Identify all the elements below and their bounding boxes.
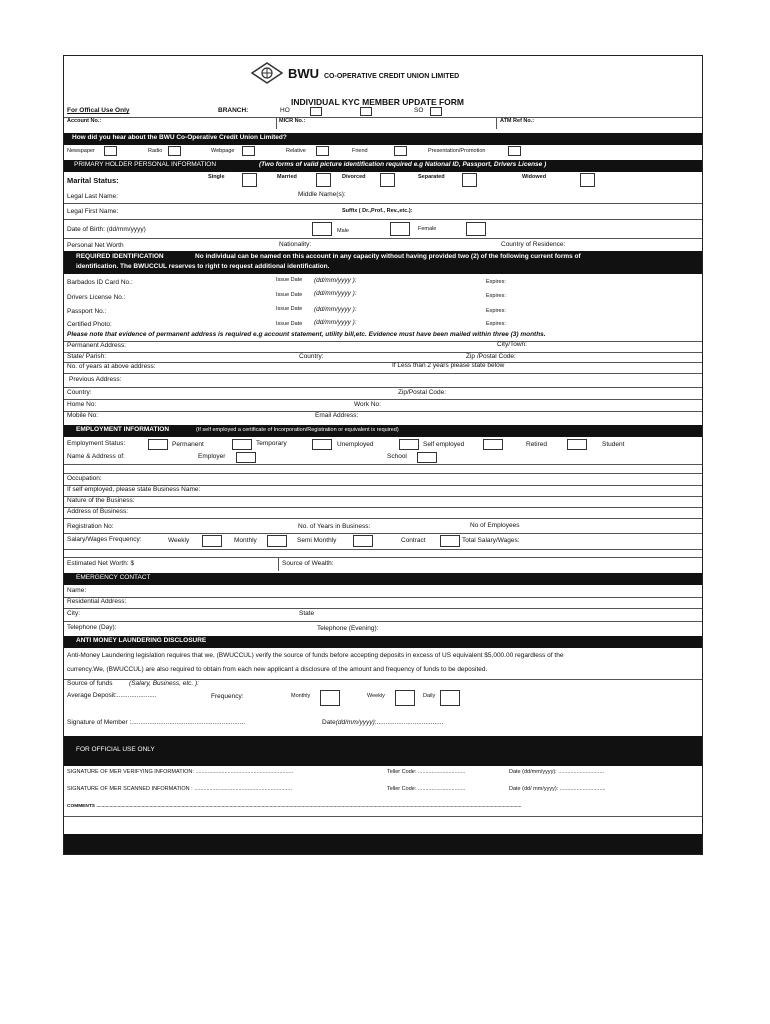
permanent-checkbox[interactable] bbox=[232, 439, 252, 450]
retired-checkbox[interactable] bbox=[567, 439, 587, 450]
source-option-newspaper: Newspaper bbox=[67, 148, 95, 154]
issue-date-3: Issue Date bbox=[276, 306, 303, 312]
email-label: Email Address: bbox=[315, 412, 359, 419]
micr-no-label: MICR No.: bbox=[279, 118, 306, 124]
webpage-checkbox[interactable] bbox=[242, 146, 255, 156]
source-question-bar bbox=[64, 133, 702, 145]
emergency-state-label: State bbox=[299, 610, 315, 617]
aml-text-2: currency.We, (BWUCCUL) are also required to obtain from each new applicant a disclosure of the amount and frequency of funds to be deposited. bbox=[67, 666, 488, 673]
expires-1: Expires: bbox=[486, 279, 506, 285]
telephone-day-label: Telephone (Day): bbox=[67, 624, 117, 631]
required-id-heading: REQUIRED IDENTIFICATION bbox=[76, 253, 164, 260]
marital-divorced: Divorced bbox=[342, 174, 366, 180]
total-salary-label: Total Salary/Wages: bbox=[462, 537, 520, 544]
temporary-checkbox[interactable] bbox=[312, 439, 332, 450]
less-than-2-years: If Less than 2 years please state below bbox=[392, 362, 505, 369]
branch-checkbox-2[interactable] bbox=[360, 107, 372, 116]
dob-label: Date of Birth: (dd/mm/yyyy) bbox=[67, 226, 146, 233]
source-option-radio: Radio bbox=[148, 148, 163, 154]
unemployed-option: Unemployed bbox=[337, 441, 374, 448]
source-option-webpage: Webpage bbox=[211, 148, 235, 154]
expires-2: Expires: bbox=[486, 293, 506, 299]
signature-date-dots: :..................................... bbox=[374, 719, 444, 726]
emergency-bar bbox=[64, 573, 702, 585]
required-id-bar bbox=[64, 251, 702, 274]
emergency-heading: EMERGENCY CONTACT bbox=[76, 574, 151, 581]
school-option: School bbox=[387, 453, 407, 460]
weekly-salary-checkbox[interactable] bbox=[202, 535, 222, 547]
atm-ref-label: ATM Ref No.: bbox=[500, 118, 535, 124]
home-no-label: Home No: bbox=[67, 401, 97, 408]
weekly-deposit-option: Weekly bbox=[367, 693, 385, 699]
emergency-name-label: Name: bbox=[67, 587, 87, 594]
residential-address-label: Residential Address: bbox=[67, 598, 127, 605]
source-funds-note: (Salary, Business, etc. ): bbox=[129, 680, 199, 687]
expires-4: Expires: bbox=[486, 321, 506, 327]
address-note: Please note that evidence of permanent address is required e.g account statement, utility bill,etc. Evidence must have been mailed within three (3) months. bbox=[67, 331, 546, 338]
marital-separated: Separated bbox=[418, 174, 445, 180]
unemployed-checkbox[interactable] bbox=[399, 439, 419, 450]
single-checkbox[interactable] bbox=[242, 173, 257, 187]
registration-no-label: Registration No: bbox=[67, 523, 114, 530]
source-question: How did you hear about the BWU Co-Operative Credit Union Limited? bbox=[72, 134, 287, 141]
average-deposit-label: Average Deposit:...................... bbox=[67, 692, 157, 699]
ho-label: HO bbox=[280, 107, 290, 114]
issue-date-2: Issue Date bbox=[276, 292, 303, 298]
so-checkbox[interactable] bbox=[430, 107, 442, 116]
country-2-label: Country: bbox=[67, 389, 92, 396]
student-option: Student bbox=[602, 441, 625, 448]
employer-checkbox[interactable] bbox=[236, 452, 256, 463]
previous-address-label: Previous Address: bbox=[69, 376, 122, 383]
daily-deposit-option: Daily bbox=[423, 693, 436, 699]
marital-single: Single bbox=[208, 174, 225, 180]
employment-note: (If self employed a certificate of Incorporation/Registration or equivalent is required) bbox=[196, 427, 399, 433]
state-parish-label: State/ Parish: bbox=[67, 353, 107, 360]
estimated-net-worth-label: Estimated Net Worth: $ bbox=[67, 560, 135, 567]
official-use-label: For Offical Use Only bbox=[67, 107, 130, 114]
female-label: Female bbox=[418, 226, 437, 232]
verify-date-label: Date (dd/mm/yyyy): .............................. bbox=[509, 769, 605, 775]
semi-monthly-checkbox[interactable] bbox=[353, 535, 373, 547]
logo-text: BWU bbox=[288, 66, 320, 81]
teller-code-2: Teller Code: ............................... bbox=[387, 786, 466, 792]
expires-3: Expires: bbox=[486, 308, 506, 314]
legal-first-name-label: Legal First Name: bbox=[67, 208, 119, 215]
date-format-2: (dd/mm/yyyy ): bbox=[314, 290, 357, 297]
emergency-city-label: City: bbox=[67, 610, 80, 617]
name-address-of-label: Name & Address of: bbox=[67, 453, 125, 460]
aml-bar bbox=[64, 636, 702, 648]
official-use-heading: FOR OFFICIAL USE ONLY bbox=[76, 746, 155, 753]
middle-names-label: Middle Name(s): bbox=[298, 191, 346, 198]
friend-checkbox[interactable] bbox=[394, 146, 407, 156]
employer-option: Employer bbox=[198, 453, 226, 460]
comments-label: COMMENTS ............................................................................................................................................................................................................................................................................................................................... bbox=[67, 804, 522, 809]
telephone-evening-label: Telephone (Evening): bbox=[317, 625, 379, 632]
city-town-label: City/Town: bbox=[497, 341, 527, 348]
marital-widowed: Widowed bbox=[522, 174, 547, 180]
frequency-label: Frequency: bbox=[211, 693, 244, 700]
date-format-1: (dd/mm/yyyy ): bbox=[314, 277, 357, 284]
salary-frequency-label: Salary/Wages Frequency: bbox=[67, 536, 142, 543]
divorced-checkbox[interactable] bbox=[380, 173, 395, 187]
account-no-label: Account No.: bbox=[67, 118, 102, 124]
permanent-option: Permanent bbox=[172, 441, 204, 448]
country-label: Country: bbox=[299, 353, 324, 360]
required-id-line2: identification. The BWUCCUL reserves to right to request additional identification. bbox=[76, 263, 330, 270]
aml-text-1: Anti-Money Laundering legislation requires that we, (BWUCCUL) verify the source of funds before accepting deposits in excess of US equivalent $5,000.00 regardless of the bbox=[67, 652, 564, 659]
years-business-label: No. of Years in Business: bbox=[298, 523, 371, 530]
source-wealth-label: Source of Wealth: bbox=[282, 560, 334, 567]
primary-holder-bar bbox=[64, 160, 702, 172]
married-checkbox[interactable] bbox=[316, 173, 331, 187]
country-residence-label: Country of Residence: bbox=[501, 241, 566, 248]
business-name-label: If self employed, please state Business Name: bbox=[67, 486, 201, 493]
school-checkbox[interactable] bbox=[417, 452, 437, 463]
separated-checkbox[interactable] bbox=[462, 173, 477, 187]
monthly-deposit-checkbox[interactable] bbox=[320, 690, 340, 706]
contract-checkbox[interactable] bbox=[440, 535, 460, 547]
monthly-deposit-option: Monthly bbox=[291, 693, 311, 699]
female-checkbox[interactable] bbox=[466, 222, 486, 236]
years-at-address-label: No. of years at above address: bbox=[67, 363, 156, 370]
contract-option: Contract bbox=[401, 537, 426, 544]
retired-option: Retired bbox=[526, 441, 547, 448]
id-passport-label: Passport No.: bbox=[67, 308, 107, 315]
date-format-4: (dd/mm/yyyy ): bbox=[314, 319, 357, 326]
teller-code-1: Teller Code: ............................... bbox=[387, 769, 466, 775]
zip-label: Zip /Postal Code: bbox=[466, 353, 516, 360]
occupation-label: Occupation: bbox=[67, 475, 102, 482]
form-title: INDIVIDUAL KYC MEMBER UPDATE FORM bbox=[291, 97, 464, 107]
employment-heading: EMPLOYMENT INFORMATION bbox=[76, 426, 170, 433]
signature-date-format: (dd/mm/yyyy) bbox=[335, 719, 375, 726]
radio-checkbox[interactable] bbox=[168, 146, 181, 156]
employees-label: No of Employees bbox=[470, 522, 520, 529]
monthly-option: Monthly bbox=[234, 537, 257, 544]
source-option-relative: Relative bbox=[286, 148, 306, 154]
branch-label: BRANCH: bbox=[218, 107, 249, 114]
dob-box[interactable] bbox=[312, 222, 332, 236]
signature-date-label bbox=[322, 720, 443, 727]
logo-emblem-icon bbox=[250, 62, 284, 84]
source-funds-label: Source of funds bbox=[67, 680, 113, 687]
mobile-no-label: Mobile No: bbox=[67, 412, 99, 419]
net-worth-label: Personal Net Worth bbox=[67, 242, 124, 249]
nationality-label: Nationality: bbox=[279, 241, 312, 248]
permanent-address-label: Permanent Address: bbox=[67, 342, 126, 349]
monthly-salary-checkbox[interactable] bbox=[267, 535, 287, 547]
marital-status-label: Marital Status: bbox=[67, 176, 119, 185]
sig-scanned-label: SIGNATURE OF MER SCANNED INFORMATION : ................................................................ bbox=[67, 786, 293, 792]
primary-holder-heading: PRIMARY HOLDER PERSONAL INFORMATION bbox=[74, 161, 217, 168]
primary-holder-note: (Two forms of valid picture identification required e.g National ID, Passport, Drivers License ) bbox=[259, 161, 547, 168]
source-option-presentation: Presentation/Promotion bbox=[428, 148, 486, 154]
signature-date-word: Date bbox=[322, 719, 336, 726]
id-barbados-label: Barbados ID Card No.: bbox=[67, 279, 133, 286]
work-no-label: Work No: bbox=[354, 401, 381, 408]
male-label: Male bbox=[337, 228, 349, 234]
date-format-3: (dd/mm/yyyy ): bbox=[314, 306, 357, 313]
aml-heading: ANTI MONEY LAUNDERING DISCLOSURE bbox=[76, 637, 207, 644]
marital-married: Married bbox=[277, 174, 297, 180]
legal-last-name-label: Legal Last Name: bbox=[67, 193, 118, 200]
id-photo-label: Certified Photo: bbox=[67, 321, 112, 328]
nature-business-label: Nature of the Business: bbox=[67, 497, 135, 504]
source-option-friend: Friend bbox=[352, 148, 368, 154]
self-employed-option: Self employed bbox=[423, 441, 465, 448]
org-name: CO-OPERATIVE CREDIT UNION LIMITED bbox=[324, 73, 460, 80]
self-employed-checkbox[interactable] bbox=[483, 439, 503, 450]
presentation-checkbox[interactable] bbox=[508, 146, 521, 156]
employment-status-label: Employment Status: bbox=[67, 440, 126, 447]
footer-bar bbox=[64, 834, 702, 854]
newspaper-checkbox[interactable] bbox=[104, 146, 117, 156]
scan-date-label: Date (dd/ mm/yyyy): .............................. bbox=[509, 786, 606, 792]
issue-date-1: Issue Date bbox=[276, 277, 303, 283]
relative-checkbox[interactable] bbox=[316, 146, 329, 156]
weekly-option: Weekly bbox=[168, 537, 190, 544]
id-drivers-label: Drivers License No.: bbox=[67, 294, 126, 301]
employment-bar bbox=[64, 425, 702, 437]
ho-checkbox[interactable] bbox=[310, 107, 322, 116]
required-id-line1: No individual can be named on this account in any capacity without having provided two (2) of the following current forms of bbox=[195, 253, 581, 260]
suffix-label: Suffix ( Dr.,Prof., Rev.,etc.): bbox=[342, 208, 413, 214]
widowed-checkbox[interactable] bbox=[580, 173, 595, 187]
sig-verifying-label: SIGNATURE OF MER VERIFYING INFORMATION: ................................................................ bbox=[67, 769, 294, 775]
kyc-form bbox=[63, 55, 703, 855]
male-checkbox[interactable] bbox=[390, 222, 410, 236]
zip-2-label: Zip/Postal Code: bbox=[398, 389, 447, 396]
temporary-option: Temporary bbox=[256, 440, 287, 447]
weekly-deposit-checkbox[interactable] bbox=[395, 690, 415, 706]
official-use-bar bbox=[64, 736, 702, 766]
member-signature-label: Signature of Member :............................................................... bbox=[67, 719, 246, 726]
issue-date-4: Issue Date bbox=[276, 321, 303, 327]
business-address-label: Address of Business: bbox=[67, 508, 129, 515]
daily-deposit-checkbox[interactable] bbox=[440, 690, 460, 706]
status-box-0[interactable] bbox=[148, 439, 168, 450]
so-label: SO bbox=[414, 107, 424, 114]
semi-monthly-option: Semi Monthly bbox=[297, 537, 337, 544]
